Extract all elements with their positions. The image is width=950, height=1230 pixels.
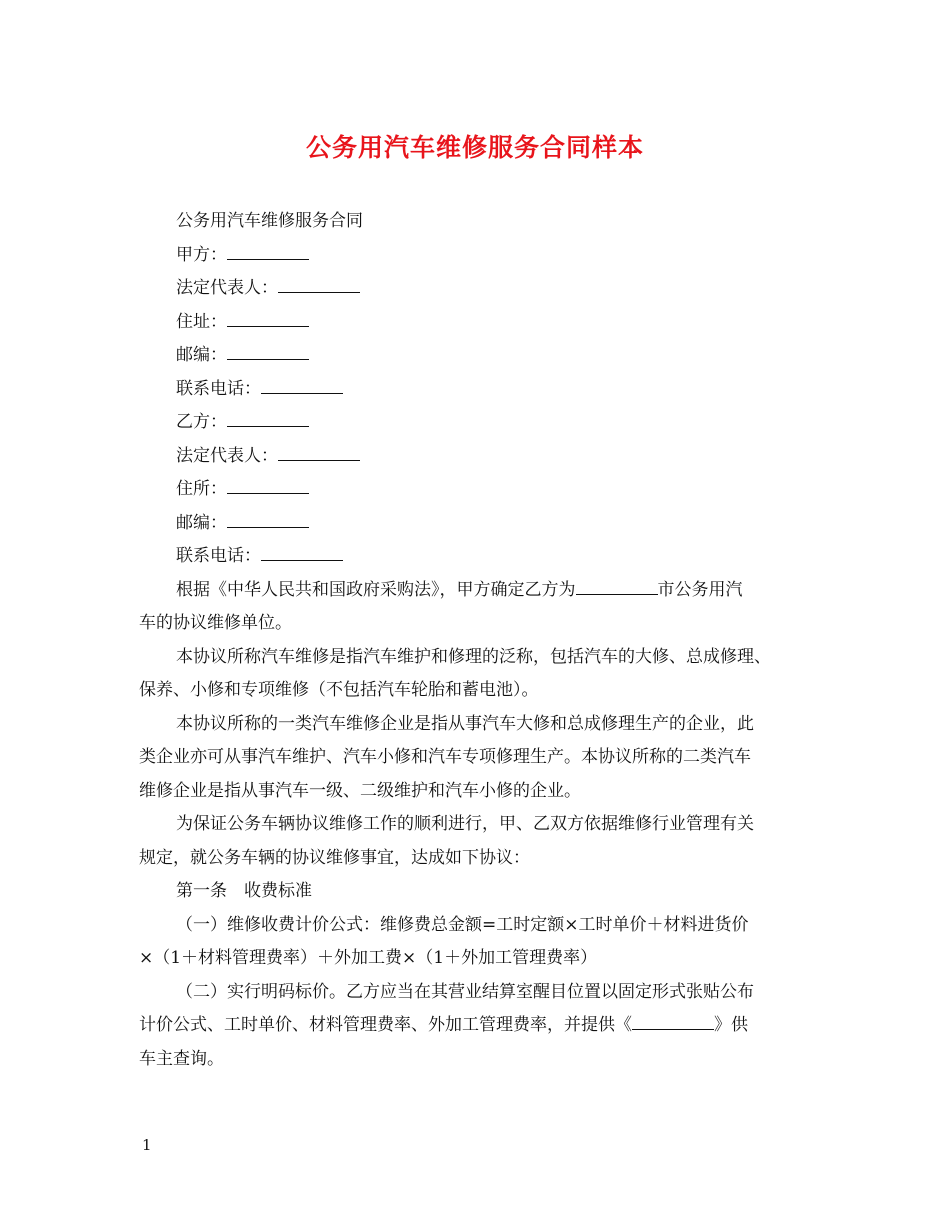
party-a-label: 甲方：: [176, 244, 227, 265]
party-b-line: [139, 406, 829, 440]
paragraph-3-line-3: 维修企业是指从事汽车一级、二级维护和汽车小修的企业。: [139, 780, 581, 801]
party-a-address-line: [139, 306, 829, 340]
paragraph-3-line-1: 本协议所称的一类汽车维修企业是指从事汽车大修和总成修理生产的企业，此: [176, 713, 754, 734]
paragraph-2-line-1: 本协议所称汽车维修是指汽车维护和修理的泛称，包括汽车的大修、总成修理、: [176, 646, 771, 667]
city-blank: [576, 594, 658, 595]
party-a-address-label: 住址：: [176, 311, 227, 332]
party-b-address-line: [139, 473, 829, 507]
document-name-blank: [632, 1029, 714, 1030]
party-b-phone-blank: [261, 560, 343, 561]
clause-2-text-b: 》供: [714, 1015, 748, 1035]
contract-body: [139, 205, 829, 1076]
clause-2-line-3: 车主查询。: [139, 1048, 224, 1069]
party-b-postcode-blank: [227, 527, 309, 528]
party-a-rep-blank: [278, 292, 360, 293]
party-a-postcode-line: [139, 339, 829, 373]
party-b-phone-label: 联系电话：: [176, 546, 261, 566]
article-1-heading: 第一条 收费标准: [176, 881, 312, 901]
clause-1-line-1: （一）维修收费计价公式：维修费总金额=工时定额×工时单价＋材料进货价: [176, 914, 749, 935]
party-b-address-label: 住所：: [176, 479, 227, 499]
page-number: 1: [142, 1136, 152, 1154]
party-a-phone-line: [139, 373, 829, 407]
party-b-rep-blank: [278, 460, 360, 461]
party-a-rep-line: [139, 272, 829, 306]
paragraph-1-line-2: 车的协议维修单位。: [139, 613, 292, 633]
party-b-phone-line: [139, 540, 829, 574]
party-b-rep-label: 法定代表人：: [176, 445, 278, 466]
paragraph-4-line-1: 为保证公务车辆协议维修工作的顺利进行，甲、乙双方依据维修行业管理有关: [176, 814, 754, 834]
party-b-blank: [227, 426, 309, 427]
party-a-postcode-label: 邮编：: [176, 345, 227, 365]
party-b-address-blank: [227, 493, 309, 494]
party-a-postcode-blank: [227, 359, 309, 360]
paragraph-2-line-2: 保养、小修和专项维修（不包括汽车轮胎和蓄电池）。: [139, 680, 539, 700]
party-a-phone-blank: [261, 393, 343, 394]
paragraph-3-line-2: 类企业亦可从事汽车维护、汽车小修和汽车专项修理生产。本协议所称的二类汽车: [139, 747, 751, 767]
clause-2-line-2: [139, 1009, 829, 1043]
party-a-line: [139, 239, 829, 273]
party-b-rep-line: [139, 440, 829, 474]
clause-2-text-a: 计价公式、工时单价、材料管理费率、外加工管理费率，并提供《: [139, 1015, 632, 1035]
paragraph-1-line-1: [139, 574, 829, 608]
paragraph-1-text-b: 市公务用汽: [657, 579, 743, 600]
page-title: 公务用汽车维修服务合同样本: [305, 133, 644, 162]
clause-1-line-2: ×（1＋材料管理费率）＋外加工费×（1＋外加工管理费率）: [139, 948, 598, 968]
party-b-postcode-line: [139, 507, 829, 541]
party-b-label: 乙方：: [176, 412, 227, 432]
contract-subtitle: 公务用汽车维修服务合同: [176, 211, 363, 231]
party-b-postcode-label: 邮编：: [176, 512, 227, 533]
party-a-rep-label: 法定代表人：: [176, 278, 278, 298]
paragraph-4-line-2: 规定，就公务车辆的协议维修事宜，达成如下协议：: [139, 847, 530, 868]
party-a-blank: [227, 259, 309, 260]
paragraph-1-text-a: 根据《中华人民共和国政府采购法》，甲方确定乙方为: [176, 579, 576, 600]
clause-2-line-1: （二）实行明码标价。乙方应当在其营业结算室醒目位置以固定形式张贴公布: [176, 981, 754, 1002]
party-a-phone-label: 联系电话：: [176, 378, 261, 399]
party-a-address-blank: [227, 326, 309, 327]
